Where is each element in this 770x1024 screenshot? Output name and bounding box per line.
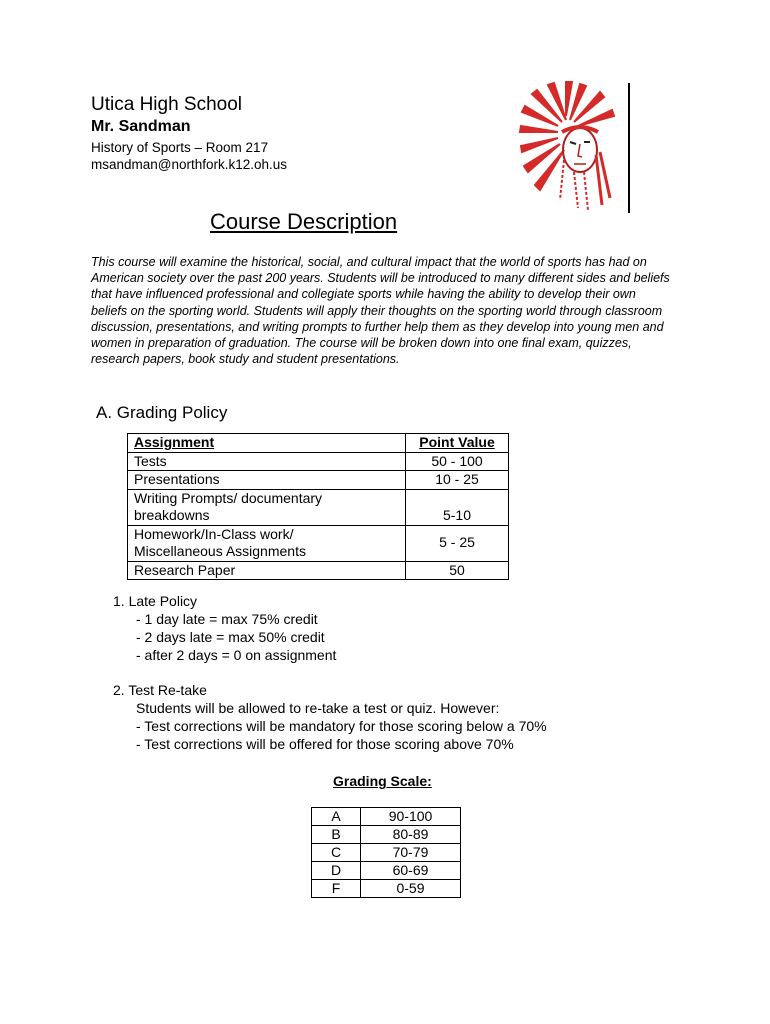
grade-letter: B — [312, 826, 361, 844]
chief-headdress-logo-icon — [518, 80, 618, 215]
assignment-cell — [128, 525, 406, 561]
table-row — [312, 880, 461, 898]
course-description: This course will examine the historical, social, and cultural impact that the world of sports has had on American society over the past 200 years. Students will be introduced to many different sides and beliefs that have influenced professional and collegiate sports while having the ability to develop their own beliefs on the sporting world. Students will apply their thoughts on the sporting world through classroom discussion, presentations, and writing prompts to further help them as they develop into young men and women in preparation of graduation. The course will be broken down into one final exam, quizzes, research papers, book study and student presentations. — [91, 255, 670, 367]
assignment-line: breakdowns — [134, 507, 210, 523]
grading-policy-title: A. Grading Policy — [96, 403, 228, 422]
points-cell: 50 — [406, 561, 509, 580]
table-row — [128, 434, 509, 453]
table-row — [128, 525, 509, 561]
grade-range: 0-59 — [361, 880, 461, 898]
table-row — [312, 808, 461, 826]
grade-letter: D — [312, 862, 361, 880]
table-row — [128, 561, 509, 580]
retake-line: - Test corrections will be offered for those scoring above 70% — [136, 736, 514, 752]
header-divider — [628, 83, 630, 213]
grading-scale-title: Grading Scale: — [333, 773, 432, 789]
late-policy-line: - 1 day late = max 75% credit — [136, 611, 318, 627]
points-cell: 5 - 25 — [406, 525, 509, 561]
assignment-cell — [128, 489, 406, 525]
assignment-line: Homework/In-Class work/ — [134, 525, 294, 542]
late-policy-line: - after 2 days = 0 on assignment — [136, 647, 337, 663]
table-row — [312, 862, 461, 880]
late-policy-line: - 2 days late = max 50% credit — [136, 629, 325, 645]
teacher-name: Mr. Sandman — [91, 118, 191, 135]
grading-scale-table — [311, 807, 461, 898]
points-cell: 5-10 — [406, 489, 509, 525]
retake-line: - Test corrections will be mandatory for those scoring below a 70% — [136, 718, 547, 734]
grade-range: 80-89 — [361, 826, 461, 844]
assignment-cell: Tests — [128, 452, 406, 471]
table-row — [128, 489, 509, 525]
table-row — [312, 844, 461, 862]
grade-range: 70-79 — [361, 844, 461, 862]
assignment-line: Miscellaneous Assignments — [134, 543, 306, 559]
assignment-cell: Presentations — [128, 471, 406, 490]
grade-range: 90-100 — [361, 808, 461, 826]
grade-letter: F — [312, 880, 361, 898]
course-room: History of Sports – Room 217 — [91, 140, 269, 155]
grade-letter: A — [312, 808, 361, 826]
teacher-email: msandman@northfork.k12.oh.us — [91, 157, 288, 172]
points-cell: 50 - 100 — [406, 452, 509, 471]
grading-policy-table — [127, 433, 509, 580]
table-row — [128, 452, 509, 471]
assignment-header: Assignment — [128, 434, 406, 453]
page-title: Course Description — [210, 209, 398, 234]
assignment-cell: Research Paper — [128, 561, 406, 580]
assignment-line: Writing Prompts/ documentary — [134, 489, 323, 506]
grade-letter: C — [312, 844, 361, 862]
table-row — [312, 826, 461, 844]
late-policy-title: 1. Late Policy — [113, 593, 198, 609]
school-name: Utica High School — [91, 94, 243, 115]
points-cell: 10 - 25 — [406, 471, 509, 490]
points-header: Point Value — [406, 434, 509, 453]
retake-line: Students will be allowed to re-take a test or quiz. However: — [136, 700, 500, 716]
table-row — [128, 471, 509, 490]
grade-range: 60-69 — [361, 862, 461, 880]
retake-title: 2. Test Re-take — [113, 682, 207, 698]
